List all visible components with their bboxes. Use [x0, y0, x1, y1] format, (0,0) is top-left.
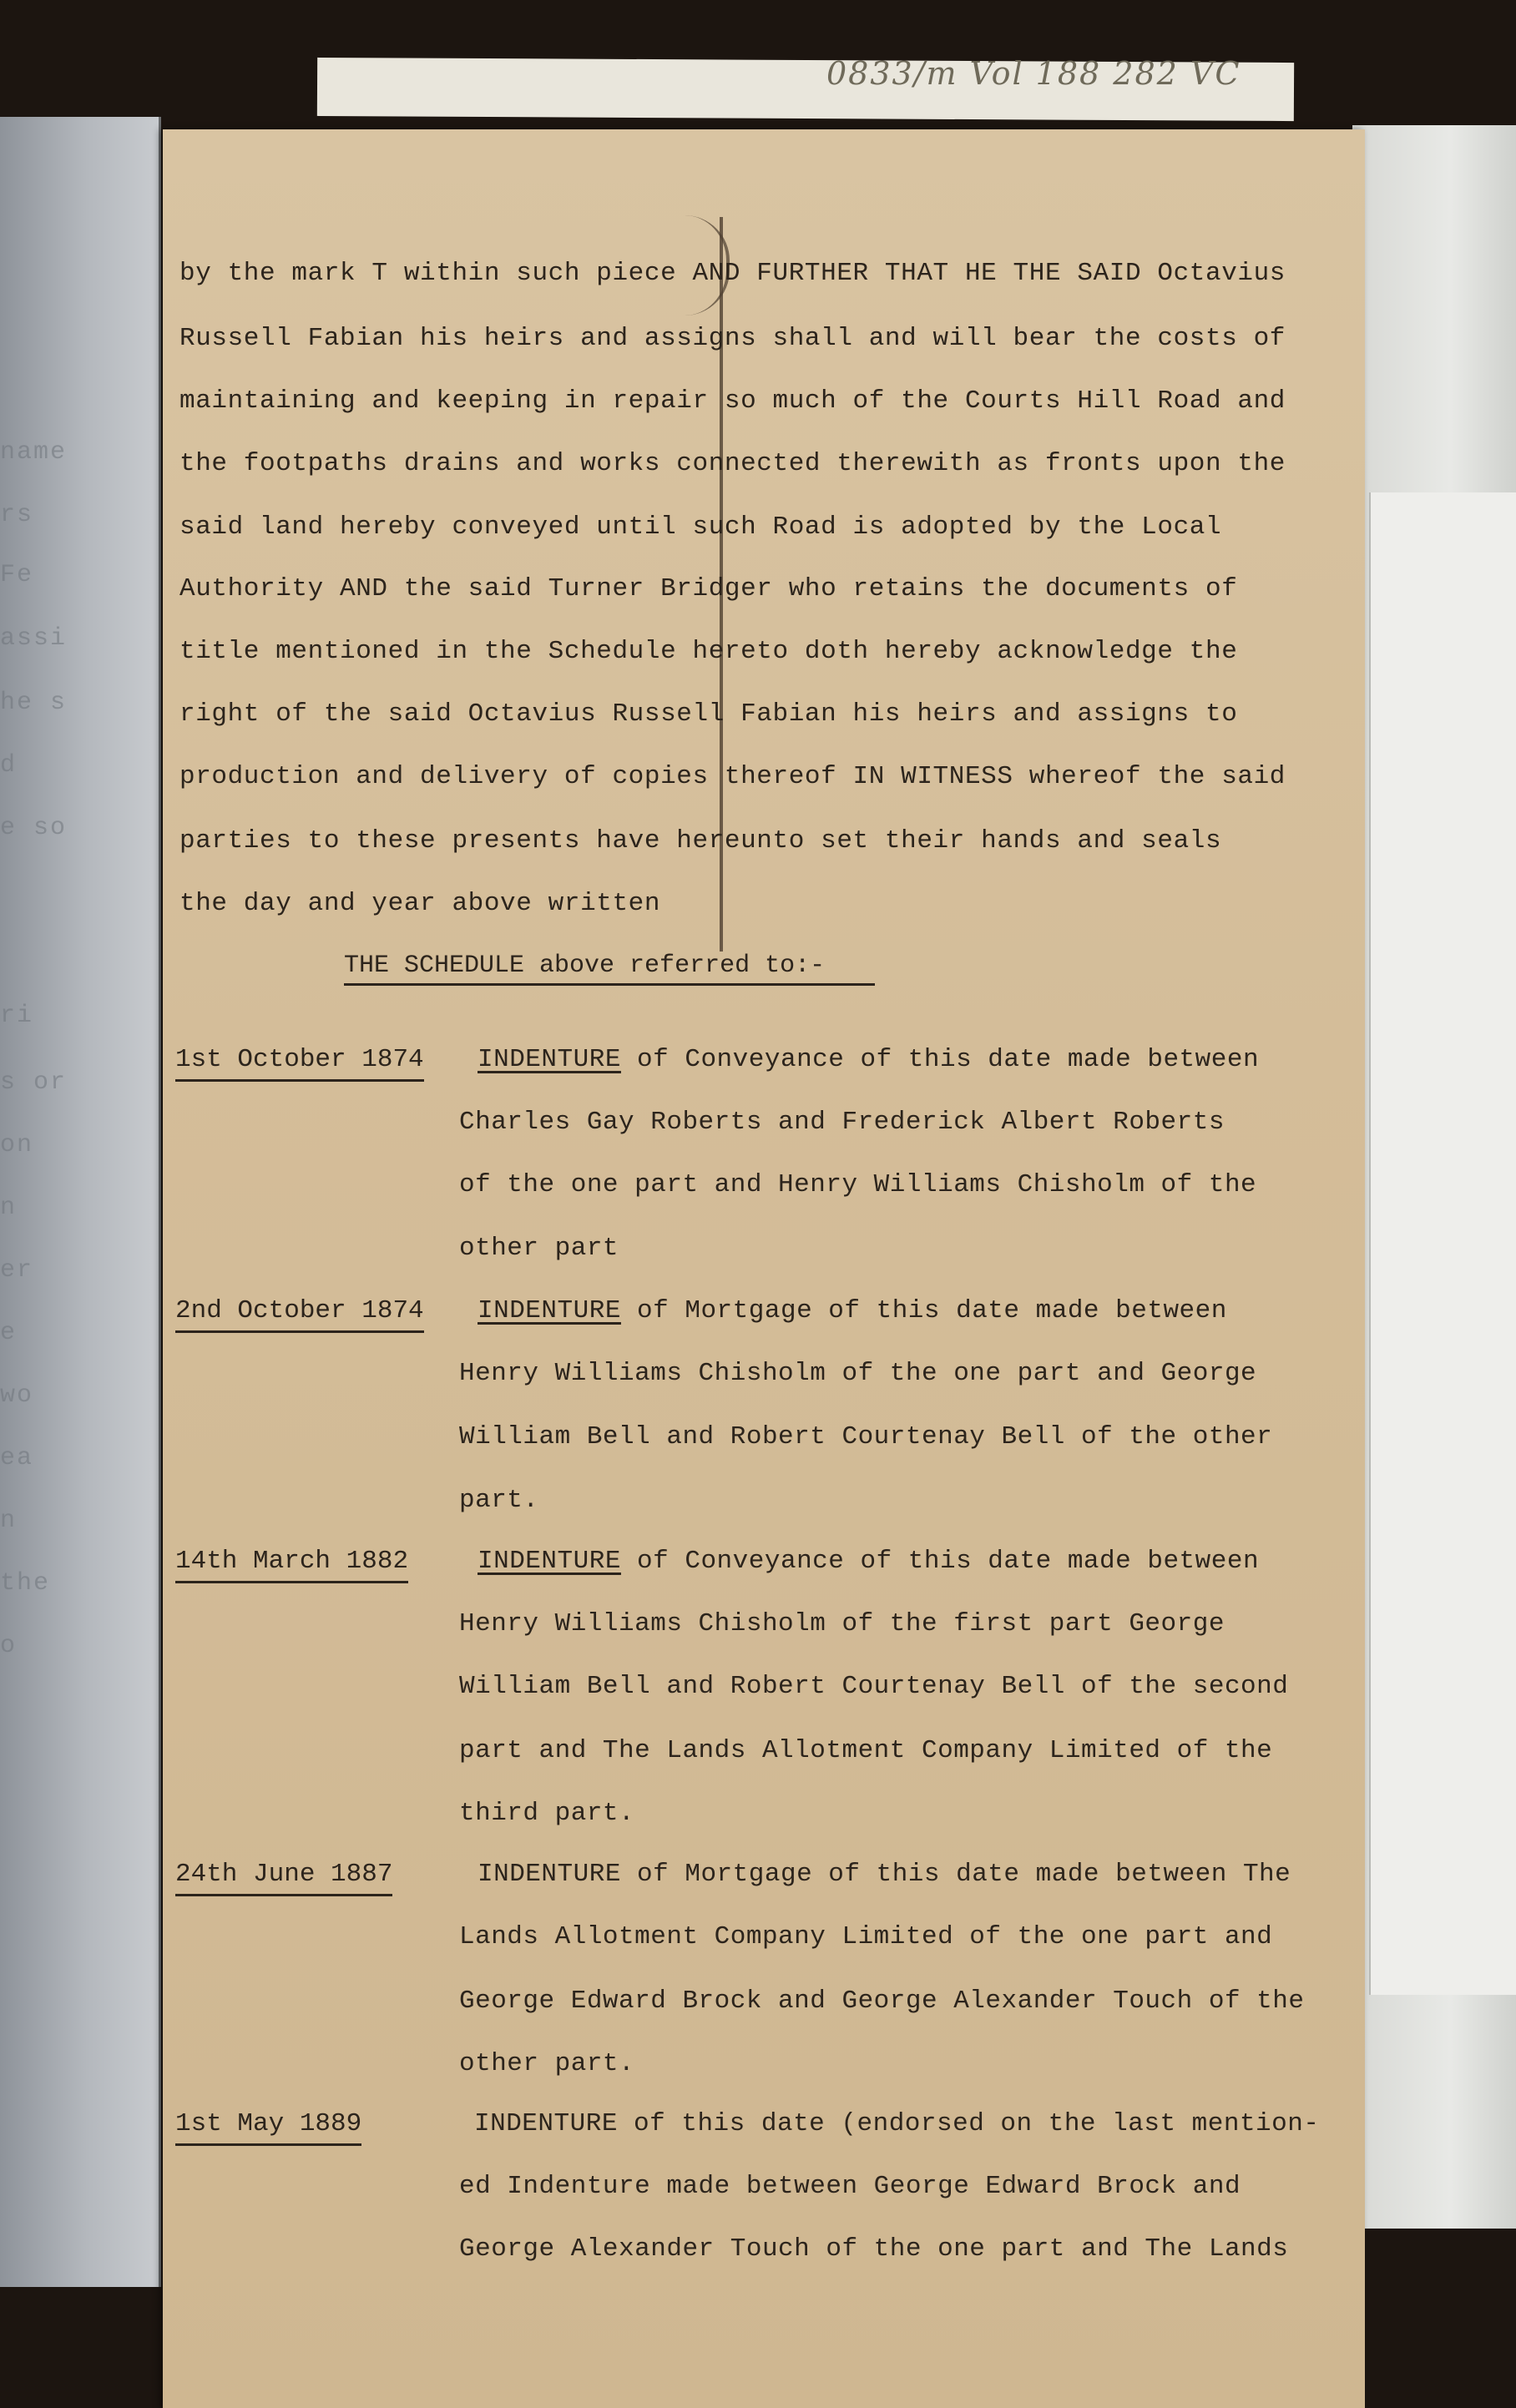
background-sheet-inner	[1369, 492, 1516, 1995]
entry-date: 1st October 1874	[175, 1045, 424, 1082]
body-line: right of the said Octavius Russell Fabian his heirs and assigns to	[179, 699, 1238, 729]
entry-label: INDENTURE	[478, 1045, 621, 1074]
body-line: the day and year above written	[179, 889, 661, 918]
entry-line: of the one part and Henry Williams Chisholm of the	[459, 1170, 1257, 1199]
entry-date: 1st May 1889	[175, 2109, 361, 2146]
left-fragment: n	[0, 1194, 18, 1222]
left-fragment: rs	[0, 501, 34, 529]
body-line: the footpaths drains and works connected therewith as fronts upon the	[179, 449, 1286, 478]
left-fragment: er	[0, 1256, 34, 1285]
entry-line: part.	[459, 1486, 539, 1515]
left-fragment: e so	[0, 814, 68, 842]
archive-reference: 0833/m Vol 188 282 VC	[826, 55, 1241, 92]
entry-date: 24th June 1887	[175, 1860, 392, 1896]
left-fragment: name	[0, 438, 68, 467]
entry-label: INDENTURE	[478, 1547, 621, 1576]
left-fragment: ri	[0, 1002, 34, 1030]
entry-line: George Edward Brock and George Alexander Touch of the	[459, 1986, 1305, 2016]
entry-label: INDENTURE	[478, 1860, 621, 1889]
entry-line: William Bell and Robert Courtenay Bell of the second	[459, 1672, 1289, 1701]
entry-date: 14th March 1882	[175, 1547, 408, 1583]
entry-label: INDENTURE	[474, 2109, 618, 2138]
body-line: said land hereby conveyed until such Road is adopted by the Local	[179, 512, 1222, 542]
entry-line: George Alexander Touch of the one part and The Lands	[459, 2234, 1289, 2264]
entry-date: 2nd October 1874	[175, 1296, 424, 1333]
entry-line: William Bell and Robert Courtenay Bell of the other	[459, 1422, 1273, 1451]
body-line: production and delivery of copies thereof IN WITNESS whereof the said	[179, 762, 1286, 791]
body-line: maintaining and keeping in repair so much of the Courts Hill Road and	[179, 386, 1286, 416]
entry-line: Lands Allotment Company Limited of the one part and	[459, 1922, 1273, 1951]
body-line: title mentioned in the Schedule hereto doth hereby acknowledge the	[179, 637, 1238, 666]
entry-line: of Conveyance of this date made between	[620, 1045, 1260, 1074]
body-line: Authority AND the said Turner Bridger who retains the documents of	[179, 574, 1238, 603]
entry-line: Henry Williams Chisholm of the first part George	[459, 1609, 1225, 1638]
left-fragment: s or	[0, 1068, 68, 1097]
entry-line: other part.	[459, 2049, 635, 2078]
left-fragment: d	[0, 751, 18, 780]
left-fragment: n	[0, 1507, 18, 1535]
entry-line: of this date (endorsed on the last mention-	[617, 2109, 1320, 2138]
body-line: parties to these presents have hereunto set their hands and seals	[179, 826, 1222, 856]
entry-line: other part	[459, 1234, 619, 1263]
entry-line: Charles Gay Roberts and Frederick Albert Roberts	[459, 1108, 1225, 1137]
left-fragment: e	[0, 1319, 18, 1347]
entry-line: third part.	[459, 1799, 635, 1828]
schedule-heading: THE SCHEDULE above referred to:-	[344, 952, 875, 986]
entry-label: INDENTURE	[478, 1296, 621, 1325]
left-fragment: the	[0, 1569, 51, 1598]
left-fragment: assi	[0, 624, 68, 653]
entry-line: of Mortgage of this date made between	[620, 1296, 1227, 1325]
left-fragment: o	[0, 1632, 18, 1660]
left-fragment: on	[0, 1131, 34, 1159]
left-fragment: Fe	[0, 561, 34, 589]
body-line: Russell Fabian his heirs and assigns shall and will bear the costs of	[179, 324, 1286, 353]
entry-line: of Conveyance of this date made between	[620, 1547, 1260, 1576]
body-line: by the mark T within such piece AND FURTHER THAT HE THE SAID Octavius	[179, 259, 1286, 288]
entry-line: Henry Williams Chisholm of the one part and George	[459, 1359, 1257, 1388]
left-fragment: wo	[0, 1381, 34, 1410]
left-fragment: he s	[0, 689, 68, 717]
entry-line: part and The Lands Allotment Company Limited of the	[459, 1736, 1273, 1765]
entry-line: of Mortgage of this date made between The	[620, 1860, 1291, 1889]
entry-line: ed Indenture made between George Edward Brock and	[459, 2172, 1241, 2201]
left-fragment: ea	[0, 1444, 34, 1472]
